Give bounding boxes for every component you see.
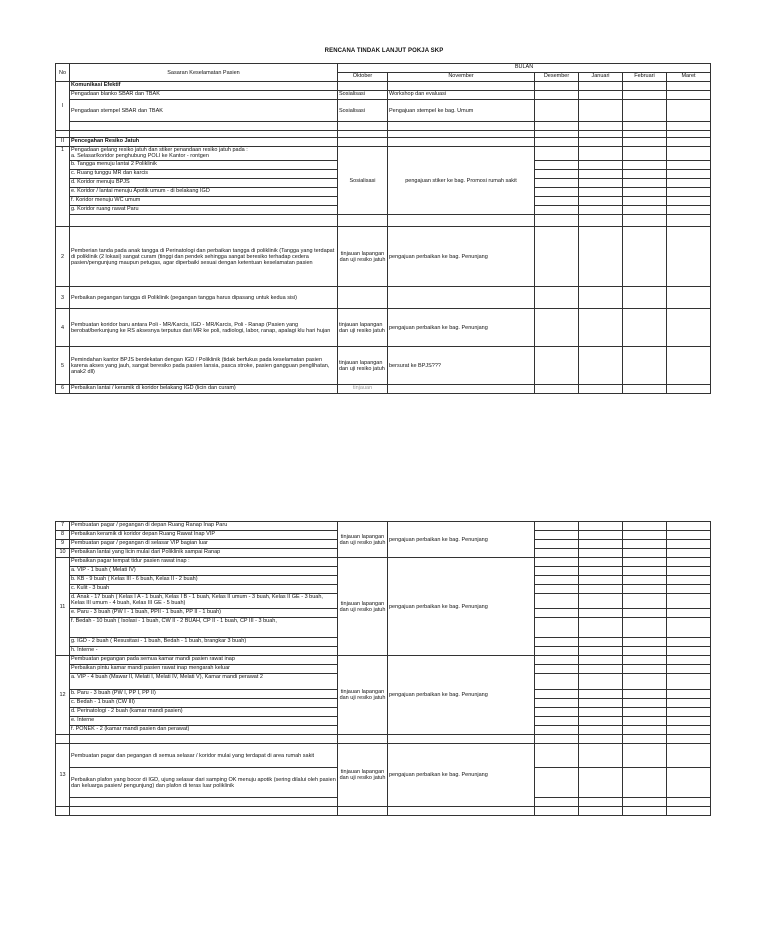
row-oktober: tinjauan lapangan dan uji resiko jatuh xyxy=(338,227,388,287)
table-row xyxy=(56,558,711,567)
row-text: e. Koridor / lantai menuju Apotik umum - di belakang IGD xyxy=(70,188,338,197)
row-november: pengajuan perbaikan ke bag. Penunjang xyxy=(388,558,535,656)
row-november: Workshop dan evaluasi xyxy=(388,91,535,100)
row-text: d. Perinatologi - 2 buah (kamar mandi pasien) xyxy=(70,708,338,717)
table-row xyxy=(56,656,711,665)
table-row xyxy=(56,100,711,122)
item-no: 2 xyxy=(56,227,70,287)
item-no: 11 xyxy=(56,558,70,656)
row-text: d. Koridor menuju BPJS xyxy=(70,179,338,188)
header-no: No xyxy=(56,64,70,82)
table-row xyxy=(56,147,711,161)
table-row xyxy=(56,744,711,768)
row-text: Pembuatan pagar / pegangan di depan Ruang Ranap Inap Paru xyxy=(70,522,338,531)
row-november: pengajuan perbaikan ke bag. Penunjang xyxy=(388,227,535,287)
header-bulan: BULAN xyxy=(338,64,711,73)
section-title: Pencegahan Resiko Jatuh xyxy=(70,138,338,147)
header-month: Maret xyxy=(667,73,711,82)
header-month: Desember xyxy=(535,73,579,82)
row-text: c. Ruang tunggu MR dan karcis xyxy=(70,170,338,179)
row-text: Pembuatan pagar dan pegangan di semua selasar / koridor mulai yang terdapat di area rumah sakit xyxy=(70,744,338,768)
row-november: pengajuan perbaikan ke bag. Penunjang xyxy=(388,744,535,807)
item-no: 7 xyxy=(56,522,70,531)
row-text: b. Tangga menuju lantai 2 Poliklinik xyxy=(70,161,338,170)
header-month: November xyxy=(388,73,535,82)
row-oktober: tinjauan lapangan dan uji resiko jatuh xyxy=(338,558,388,656)
row-text: c. Bedah - 1 buah (CW III) xyxy=(70,699,338,708)
item-no: 8 xyxy=(56,531,70,540)
item-no: 3 xyxy=(56,287,70,309)
row-text: Pembuatan pegangan pada semua kamar mandi pasien rawat inap xyxy=(70,656,338,665)
row-text: Pembuatan pagar / pegangan di selasar VIP bagian luar xyxy=(70,540,338,549)
item-no: 6 xyxy=(56,385,70,394)
table-row xyxy=(56,91,711,100)
row-text: g. IGD - 2 buah ( Resusitasi - 1 buah, Bedah - 1 buah, brangkar 3 buah) xyxy=(70,638,338,647)
table-row xyxy=(56,227,711,287)
row-text: Pengadaan blanko SBAR dan TBAK xyxy=(70,91,338,100)
row-text: f. PONEK - 2 (kamar mandi pasien dan perawat) xyxy=(70,726,338,735)
row-oktober: Sosialisasi xyxy=(338,147,388,215)
header-month: Januari xyxy=(579,73,623,82)
row-oktober: tinjauan lapangan dan uji resiko jatuh xyxy=(338,656,388,735)
row-text: f. Bedah - 10 buah ( Isolasi - 1 buah, CW II - 2 BUAH, CP II - 1 buah, CP III - 3 buah, xyxy=(70,618,338,638)
row-text: Perbaikan lantai yang licin mulai dari Poliklinik sampai Ranap xyxy=(70,549,338,558)
action-plan-table-part-2 xyxy=(55,521,711,816)
table-row xyxy=(56,287,711,309)
row-text: b. Paru - 3 buah (PW I, PP I, PP II) xyxy=(70,690,338,699)
row-text: f. Koridor menuju WC umum xyxy=(70,197,338,206)
row-oktober: Sosialisasi xyxy=(338,91,388,100)
row-text: g. Koridor ruang rawat Paru xyxy=(70,206,338,215)
header-month: Februari xyxy=(623,73,667,82)
row-november: pengajuan perbaikan ke bag. Penunjang xyxy=(388,309,535,347)
item-no: 13 xyxy=(56,744,70,807)
row-text: Pembuatan koridor baru antara Poli - MR/Karcis, IGD - MR/Karcis, Poli - Ranap (Pasien yang berobat/berkunjung ke RS aksesnya terputus dari MR ke poli, radiologi, labor, ranap, apalagi klu hari hujan xyxy=(70,309,338,347)
table-row xyxy=(56,347,711,385)
table-row xyxy=(56,309,711,347)
item-no: 9 xyxy=(56,540,70,549)
page-title: RENCANA TINDAK LANJUT POKJA SKP xyxy=(324,48,444,54)
header-sasaran: Sasaran Keselamatan Pasien xyxy=(70,64,338,82)
row-text: h. Interne - xyxy=(70,647,338,656)
row-text: a. VIP - 1 buah ( Melati IV) xyxy=(70,567,338,576)
row-oktober: tinjauan lapangan dan uji resiko jatuh xyxy=(338,309,388,347)
row-november: bersurat ke BPJS??? xyxy=(388,347,535,385)
action-plan-table-part-1 xyxy=(55,63,711,394)
row-text: d. Anak - 17 buah ( Kelas I A - 1 buah, Kelas I B - 1 buah, Kelas II umum - 3 buah, Kelas II GE - 3 buah, Kelas III umum - 4 buah, Kelas III GE - 5 buah) xyxy=(70,594,338,609)
row-text: c. Kulit - 3 buah xyxy=(70,585,338,594)
row-text: Pemberian tanda pada anak tangga di Perinatologi dan perbaikan tangga di poliklinik (Tangga yang terdapat di poliklinik (2 lokasi) sangat curam (tinggi dan pendek sehingga sangat beresiko terhadap cedera pasien/pengunjung maupun petugas, agar diperbaiki sesuai dengan ketentuan keselamatan pasien xyxy=(70,227,338,287)
row-november: pengajuan perbaikan ke bag. Penunjang xyxy=(388,522,535,558)
row-text: Pengadaan gelang resiko jatuh dan stiker penandaan resiko jatuh pada : a. Selasar/koridor penghubung POLI ke Kantor - rontgen xyxy=(70,147,338,161)
row-oktober: tinjauan lapangan dan uji resiko jatuh xyxy=(338,522,388,558)
section-no: II xyxy=(56,138,70,147)
item-no: 10 xyxy=(56,549,70,558)
row-text: Perbaikan pegangan tangga di Poliklinik (pegangan tangga harus dipasang untuk kedua sisi) xyxy=(70,287,338,309)
row-november: pengajuan perbaikan ke bag. Penunjang xyxy=(388,656,535,735)
row-november: pengajuan stiker ke bag. Promosi rumah sakit xyxy=(388,147,535,215)
row-oktober: Sosialisasi xyxy=(338,100,388,122)
row-text: Perbaikan keramik di koridor depan Ruang Rawat Inap VIP xyxy=(70,531,338,540)
item-no: 12 xyxy=(56,656,70,735)
row-oktober: tinjauan lapangan dan uji resiko jatuh xyxy=(338,347,388,385)
item-no: 1 xyxy=(56,147,70,227)
row-text: b. KB - 9 buah ( Kelas III - 6 buah, Kelas II - 2 buah) xyxy=(70,576,338,585)
row-oktober: tinjauan lapangan dan uji resiko jatuh xyxy=(338,744,388,807)
row-text: e. Interne xyxy=(70,717,338,726)
item-no: 5 xyxy=(56,347,70,385)
section-title: Komunikasi Efektif xyxy=(70,82,338,91)
row-text: a. VIP - 4 buah (Mawar II, Melati I, Melati IV, Melati V), Kamar mandi perawat 2 xyxy=(70,674,338,690)
row-text: e. Paru - 3 buah (PW I - 1 buah, PPII - 1 buah, PP II - 1 buah) xyxy=(70,609,338,618)
row-text: Perbaikan plafon yang bocor di IGD, ujung selasar dari samping OK menuju apotik (sering dilalui oleh pasien dan keluarga pasien/ pengunjung) dan plafon di teras luar poliklinik xyxy=(70,768,338,798)
table-row xyxy=(56,522,711,531)
row-text: Pengadaan stempel SBAR dan TBAK xyxy=(70,100,338,122)
row-text: Pemindahan kantor BPJS berdekatan dengan IGD / Poliklinik (tidak berfukus pada keselamatan pasien karena akses yang jauh, sangat beresiko pada pasien lansia, pasca stroke, pasien gangguan penglihatan, anak2 dll) xyxy=(70,347,338,385)
header-month: Oktober xyxy=(338,73,388,82)
section-no: I xyxy=(56,82,70,131)
row-november: Pengajuan stempel ke bag. Umum xyxy=(388,100,535,122)
row-text: Perbaikan lantai / keramik di koridor belakang IGD (licin dan curam) xyxy=(70,385,338,394)
row-text: Perbaikan pintu kamar mandi pasien rawat inap mengarah keluar xyxy=(70,665,338,674)
item-no: 4 xyxy=(56,309,70,347)
row-oktober: tinjauan xyxy=(338,385,388,394)
table-row xyxy=(56,385,711,394)
row-text: Perbaikan pagar tempat tidur pasien rawat inap : xyxy=(70,558,338,567)
